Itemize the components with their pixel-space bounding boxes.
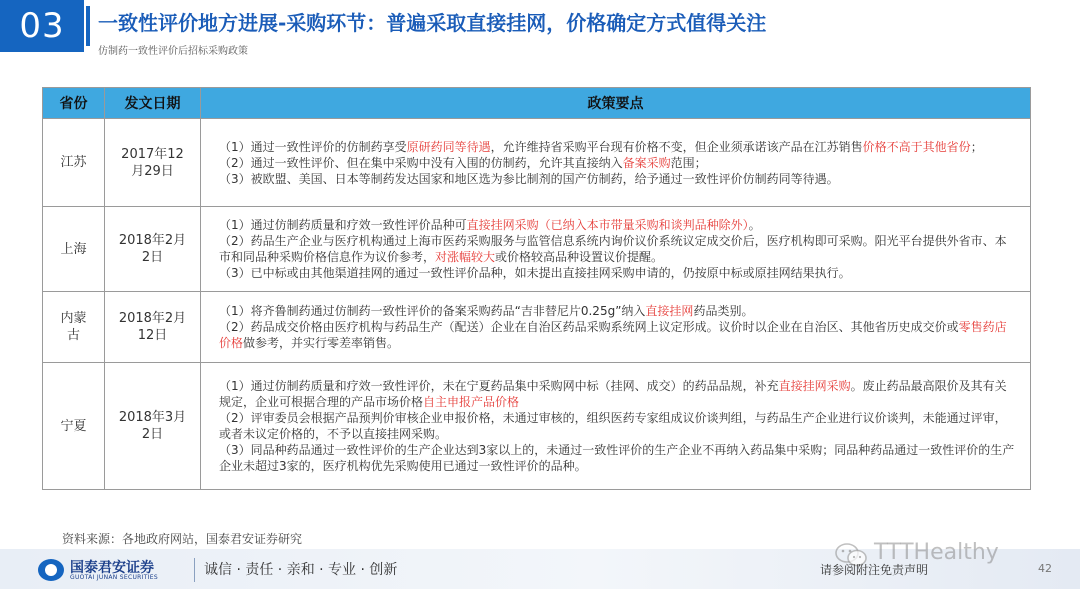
point-text: （3）同品种药品通过一致性评价的生产企业达到3家以上的，未通过一致性评价的生产企业不再纳入药品集中采购；同品种药品通过一致性评价的生产企业未超过3家的，医疗机构优先采购使用已通过一致性评价的品种。 [219, 443, 1015, 473]
point-text: ，允许维持省采购平台现有价格不变，但企业须承诺该产品在江苏销售 [490, 139, 863, 154]
col-header-points: 政策要点 [201, 88, 1031, 119]
highlighted-text: 自主申报产品价格 [423, 395, 520, 409]
policy-point [219, 442, 1018, 474]
point-text: （1）通过仿制药质量和疗效一致性评价，未在宁夏药品集中采购网中标（挂网、成交）的药品品规，补充 [219, 379, 779, 393]
table-header-row [43, 88, 1031, 119]
policy-point [219, 217, 1018, 233]
point-text: 。废止药品最高限价及其有关规定，企业可根据合理的产品市场价格 [219, 379, 1007, 409]
point-text: （2）评审委员会根据产品预判价审核企业申报价格，未通过审核的，组织医药专家组成议价谈判组，与药品生产企业进行议价谈判，未能通过评审，或者未议定价格的，不予以直接挂网采购。 [219, 411, 1007, 441]
point-text: （1）将齐鲁制药通过仿制药一致性评价的备案采购药品“吉非替尼片0.25g”纳入 [219, 304, 646, 318]
point-text: 做参考，并实行零差率销售。 [243, 336, 400, 350]
point-text: 范围； [670, 155, 707, 170]
footer-divider [194, 558, 195, 582]
col-header-province: 省份 [43, 88, 105, 119]
date-line: 2018年2月 [118, 311, 187, 326]
policy-table [42, 87, 1031, 490]
date-line: 月29日 [131, 163, 174, 179]
policy-point [219, 233, 1018, 265]
point-text: 或价格较高品种设置议价提醒。 [495, 250, 664, 264]
table-row [43, 292, 1031, 363]
policy-point [219, 171, 1018, 187]
policy-points-cell [201, 207, 1031, 292]
province-cell: 江苏 [43, 119, 105, 207]
province-cell: 宁夏 [43, 363, 105, 490]
disclaimer-note: 请参阅附注免责声明 [820, 563, 929, 577]
company-slogan: 诚信 · 责任 · 亲和 · 专业 · 创新 [204, 562, 398, 578]
policy-points-cell [201, 119, 1031, 207]
policy-point [219, 155, 1018, 171]
province-cell: 内蒙古 [43, 292, 105, 363]
date-line: 2日 [141, 250, 164, 265]
date-cell [105, 363, 201, 490]
page-number: 42 [1038, 562, 1052, 575]
company-logo [38, 557, 188, 583]
logo-mark-icon [38, 559, 64, 581]
point-text: ； [970, 139, 983, 154]
page-subtitle: 仿制药一致性评价后招标采购政策 [98, 46, 248, 57]
point-text: （1）通过仿制药质量和疗效一致性评价品种可 [219, 218, 467, 232]
date-cell [105, 119, 201, 207]
table-row [43, 119, 1031, 207]
highlighted-text: 对涨幅较大 [435, 250, 496, 264]
data-source-note: 资料来源：各地政府网站，国泰君安证券研究 [62, 532, 303, 546]
highlighted-text: 直接挂网采购 [778, 379, 851, 393]
watermark-text: TTTHealthy [874, 540, 999, 565]
policy-points-cell [201, 363, 1031, 490]
policy-point [219, 410, 1018, 442]
highlighted-text: 直接挂网 [645, 304, 694, 318]
point-text: 药品类别。 [693, 304, 754, 318]
highlighted-text: 价格不高于其他省份 [862, 139, 971, 154]
policy-point [219, 139, 1018, 155]
date-line: 2018年3月 [118, 410, 187, 425]
point-text: （3）已中标或由其他渠道挂网的通过一致性评价品种，如未提出直接挂网采购申请的，仍按原中标或原挂网结果执行。 [219, 266, 851, 280]
policy-point [219, 378, 1018, 410]
date-cell [105, 292, 201, 363]
section-number: 03 [0, 0, 84, 52]
highlighted-text: 零售药店价格 [219, 320, 1007, 350]
page-title: 一致性评价地方进展-采购环节：普遍采取直接挂网，价格确定方式值得关注 [98, 11, 767, 35]
table-row [43, 207, 1031, 292]
policy-point [219, 265, 1018, 281]
date-line: 2018年2月 [118, 233, 187, 248]
title-accent-bar [86, 6, 90, 46]
point-text: （1）通过一致性评价的仿制药享受 [219, 139, 407, 154]
point-text: 。 [748, 218, 761, 232]
policy-points-cell [201, 292, 1031, 363]
policy-point [219, 319, 1018, 351]
point-text: （2）药品成交价格由医疗机构与药品生产（配送）企业在自治区药品采购系统网上议定形成。议价时以企业在自治区、其他省历史成交价或 [219, 320, 959, 334]
date-cell [105, 207, 201, 292]
highlighted-text: 直接挂网采购（已纳入本市带量采购和谈判品种除外） [466, 218, 749, 232]
logo-name-en: GUOTAI JUNAN SECURITIES [70, 574, 158, 581]
point-text: （3）被欧盟、美国、日本等制药发达国家和地区选为参比制剂的国产仿制药，给予通过一致性评价仿制药同等待遇。 [219, 171, 839, 186]
date-line: 2017年12 [121, 146, 184, 162]
highlighted-text: 备案采购 [622, 155, 671, 170]
highlighted-text: 原研药同等待遇 [406, 139, 491, 154]
logo-name-cn: 国泰君安证券 [70, 560, 154, 576]
col-header-date: 发文日期 [105, 88, 201, 119]
policy-point [219, 303, 1018, 319]
date-line: 12日 [137, 328, 168, 343]
table-row [43, 363, 1031, 490]
date-line: 2日 [141, 427, 164, 442]
point-text: （2）通过一致性评价、但在集中采购中没有入围的仿制药，允许其直接纳入 [219, 155, 623, 170]
point-text: （2）药品生产企业与医疗机构通过上海市医药采购服务与监管信息系统内询价议价系统议定成交价后，医疗机构即可采购。阳光平台提供外省市、本市和同品种采购价格信息作为议价参考， [219, 234, 1007, 264]
province-cell: 上海 [43, 207, 105, 292]
